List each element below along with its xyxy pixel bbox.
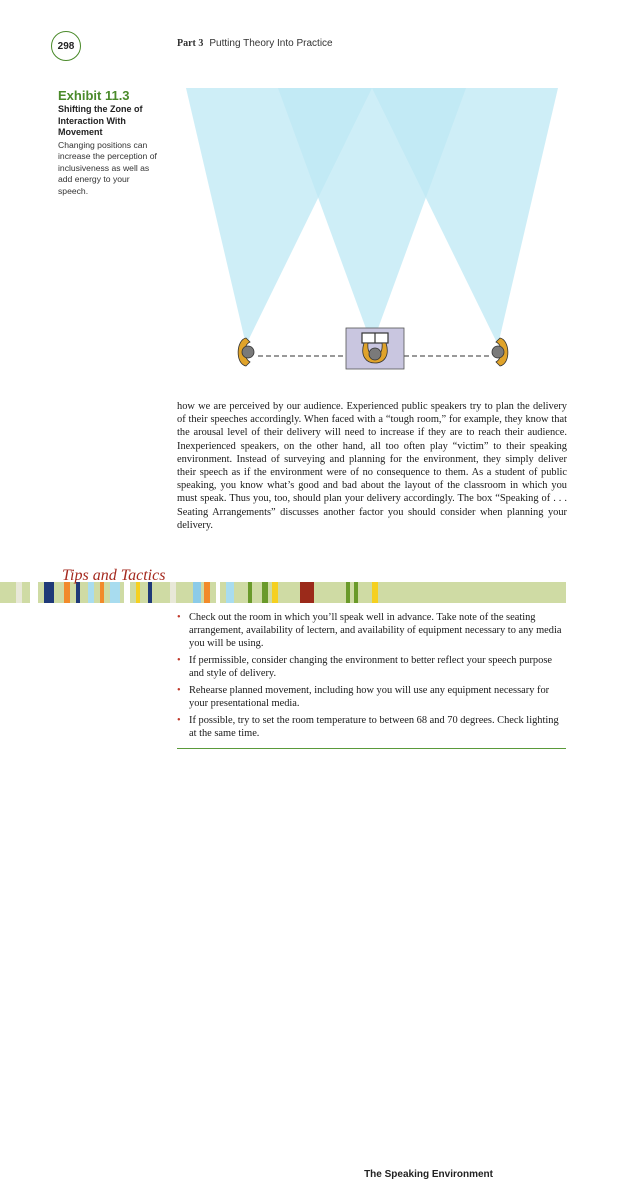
exhibit-title: Shifting the Zone of Interaction With Movement [58, 104, 143, 137]
bullet-icon: • [177, 655, 181, 667]
body-paragraph: how we are perceived by our audience. Experienced public speakers try to plan the delivery of their speeches accordingly. When faced with a “tough room,” for example, they know that the arousal level of their delivery will need to increase if they are to reach their audience. Inexperienced speakers, on the other hand, all too often play “victim” to their speaking environment. Instead of surveying and planning for the environment, they simply deliver their speech as if the environment were of no consequence to them. As a student of public speaking, you know what’s good and bad about the layout of the classroom in which you must speak. Thus you, too, should plan your delivery accordingly. The box “Speaking of . . . Seating Arrangements” discusses another factor you should consider when planning your delivery. [177, 401, 567, 531]
page-number: 298 [51, 31, 81, 61]
tips-banner-stripes [0, 582, 566, 603]
section-divider [177, 748, 566, 749]
list-item [177, 654, 562, 680]
bullet-icon: • [177, 612, 181, 623]
tips-list [177, 611, 562, 744]
lectern-speaker-icon [346, 328, 404, 369]
bullet-icon: • [177, 685, 181, 697]
tip-text: Rehearse planned movement, including how you will use any equipment necessary for your presentational media. [189, 685, 550, 710]
tips-label: Tips and Tactics [62, 567, 166, 584]
bullet-icon: • [177, 714, 181, 726]
zone-of-interaction-figure [0, 0, 633, 400]
tips-heading: The Speaking Environment [364, 1169, 493, 1180]
interaction-beams [186, 88, 558, 345]
exhibit-number: Exhibit 11.3 [58, 88, 130, 103]
part-label: Part 3 [177, 38, 204, 49]
list-item [177, 714, 562, 740]
tip-text: If permissible, consider changing the environment to better reflect your speech purpose and style of delivery. [189, 655, 552, 680]
tip-text: Check out the room in which you’ll speak well in advance. Take note of the seating arrangement, availability of lectern, and availability of equipment necessary to any media you will be using. [189, 612, 562, 650]
exhibit-caption: Changing positions can increase the perception of inclusiveness as well as add energy to your speech. [58, 139, 157, 196]
right-speaker-icon [492, 338, 508, 366]
tip-text: If possible, try to set the room temperature to between 68 and 70 degrees. Check lighting at the same time. [189, 714, 559, 740]
list-item [177, 684, 562, 710]
left-speaker-icon [238, 338, 254, 366]
part-title: Putting Theory Into Practice [209, 38, 333, 49]
list-item [177, 611, 562, 651]
